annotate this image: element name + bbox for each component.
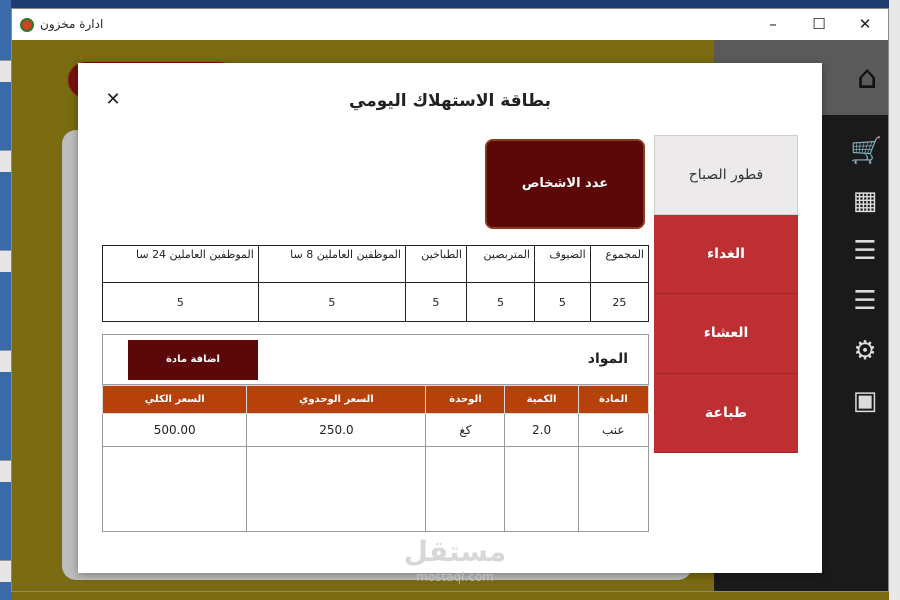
contact-card-icon[interactable]: ▣ (852, 386, 878, 416)
count-staff-24h[interactable]: 5 (103, 283, 259, 322)
materials-section (102, 334, 649, 385)
close-window-button[interactable]: ✕ (858, 15, 872, 33)
desktop-taskbar-top (0, 0, 900, 8)
count-total[interactable]: 25 (590, 283, 648, 322)
col-unit: الوحدة (426, 386, 505, 414)
app-logo-icon (20, 18, 34, 32)
excel-icon[interactable]: ▦ (852, 186, 878, 216)
empty-cell (103, 447, 247, 532)
people-count-button[interactable]: عدد الاشخاص (485, 139, 645, 229)
count-trainees[interactable]: 5 (466, 283, 534, 322)
home-icon[interactable]: ⌂ (856, 58, 878, 96)
header-cooks: الطباخين (405, 246, 466, 283)
desktop-icons-right (889, 0, 900, 600)
desktop-shortcut[interactable] (0, 150, 11, 172)
modal-close-button[interactable]: ✕ (105, 89, 121, 110)
cell-quantity: 2.0 (505, 414, 578, 447)
tab-dinner[interactable]: العشاء (654, 294, 798, 374)
cell-material: عنب (578, 414, 648, 447)
desktop-shortcut[interactable] (0, 250, 11, 272)
col-unit-price: السعر الوحدوي (247, 386, 426, 414)
header-trainees: المتربصين (466, 246, 534, 283)
header-total: المجموع (590, 246, 648, 283)
desktop-shortcut[interactable] (0, 560, 11, 582)
maximize-button[interactable]: ☐ (812, 15, 826, 33)
daily-consumption-modal (78, 63, 822, 573)
desktop-shortcut[interactable] (0, 460, 11, 482)
watermark-url: mostaql.com (416, 570, 494, 584)
empty-cell (247, 447, 426, 532)
meal-tabs (654, 135, 798, 453)
desktop-shortcut[interactable] (0, 60, 11, 82)
minimize-button[interactable]: – (769, 15, 777, 33)
desktop-shortcut[interactable] (0, 350, 11, 372)
people-counts-table (102, 245, 649, 322)
header-guests: الضيوف (534, 246, 590, 283)
count-cooks[interactable]: 5 (405, 283, 466, 322)
database-icon[interactable]: ☰ (853, 286, 877, 316)
cart-add-icon[interactable]: 🛒 (850, 136, 883, 166)
col-quantity: الكمية (505, 386, 578, 414)
tab-lunch[interactable]: الغداء (654, 215, 798, 295)
cell-total-price: 500.00 (103, 414, 247, 447)
empty-cell (426, 447, 505, 532)
desktop-icons-left (0, 0, 11, 600)
col-total-price: السعر الكلي (103, 386, 247, 414)
header-staff-24h: الموظفين العاملين 24 سا (103, 246, 259, 283)
app-title: ادارة مخزون (40, 17, 104, 31)
title-bar (12, 9, 888, 40)
count-staff-8h[interactable]: 5 (258, 283, 405, 322)
gear-icon[interactable]: ⚙ (853, 336, 877, 366)
add-material-button[interactable]: اضافة مادة (128, 340, 258, 380)
count-guests[interactable]: 5 (534, 283, 590, 322)
empty-cell (505, 447, 578, 532)
modal-title: بطاقة الاستهلاك اليومي (349, 91, 551, 111)
database-icon[interactable]: ☰ (853, 236, 877, 266)
table-row[interactable] (103, 414, 649, 447)
materials-label: المواد (587, 351, 628, 367)
cell-unit: كغ (426, 414, 505, 447)
print-button[interactable]: طباعة (654, 374, 798, 454)
col-material: المادة (578, 386, 648, 414)
header-staff-8h: الموظفين العاملين 8 سا (258, 246, 405, 283)
tab-breakfast[interactable]: فطور الصباح (654, 135, 798, 215)
table-row-empty (103, 447, 649, 532)
watermark-logo: مستقل (403, 535, 507, 568)
materials-table (102, 385, 649, 532)
cell-unit-price: 250.0 (247, 414, 426, 447)
empty-cell (578, 447, 648, 532)
